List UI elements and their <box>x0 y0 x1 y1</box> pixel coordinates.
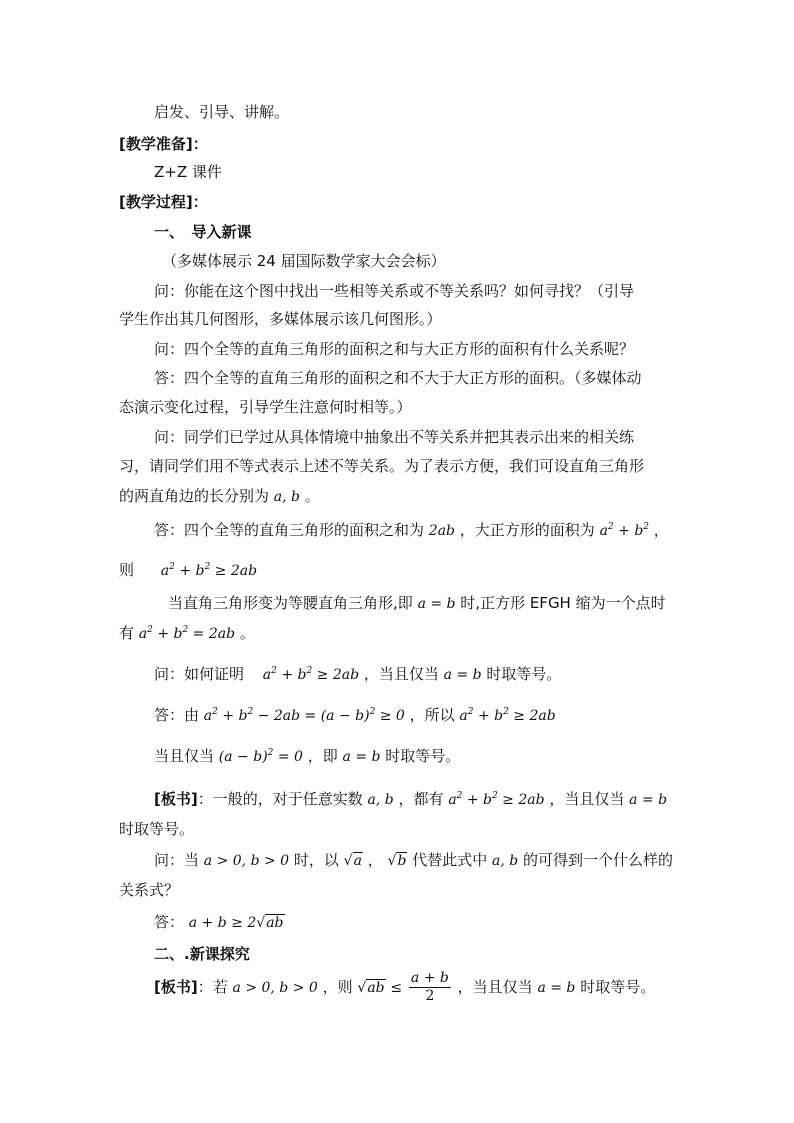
question-3-line-1: 问：同学们已学过从具体情境中抽象出不等关系并把其表示出来的相关练 <box>154 428 635 446</box>
question-1-line-1: 问：你能在这个图中找出一些相等关系或不等关系吗？如何寻找？（引导 <box>154 282 635 300</box>
text: ，则 <box>322 978 353 996</box>
math-a-eq-b: a = b <box>417 596 456 612</box>
sqrt-sign: √ <box>357 980 367 996</box>
text: ，大正方形的面积为 <box>459 521 595 539</box>
question-2: 问：四个全等的直角三角形的面积之和与大正方形的面积有什么关系呢？ <box>154 340 635 358</box>
math-a-b: a, b <box>273 489 301 505</box>
fraction-mean <box>409 970 451 1005</box>
math-positive: a > 0, b > 0 <box>232 980 318 996</box>
then-inequality <box>119 559 257 582</box>
text: ， <box>653 521 669 539</box>
text: ，当且仅当 <box>549 790 625 808</box>
media-note: （多媒体展示 24 届国际数学家大会会标） <box>162 252 446 270</box>
math-equality: $a^2 + b^2 = 2ab$ <box>138 625 236 642</box>
text: ，都有 <box>398 790 444 808</box>
text: 代替此式中 <box>412 851 488 869</box>
answer-3 <box>154 519 669 542</box>
text: 时取等号。 <box>580 978 656 996</box>
text: 问：如何证明 <box>154 665 245 683</box>
text: 时,正方形 EFGH 缩为一个点时 <box>460 594 666 612</box>
text: ，当且仅当 <box>363 665 439 683</box>
text: ：若 <box>197 978 228 996</box>
math-inequality: $a^2 + b^2 \ge 2ab$ <box>262 666 360 683</box>
text: ， <box>367 851 383 869</box>
math-inequality: $a^2 + b^2 \ge 2ab$ <box>160 562 258 579</box>
section-heading-intro: 一、 导入新课 <box>154 223 252 241</box>
text: ，当且仅当 <box>457 978 533 996</box>
sqrt-sign: √ <box>387 853 397 869</box>
question-5-line-2: 关系式？ <box>119 881 180 899</box>
math-sum: a + b ≥ 2 <box>188 915 257 931</box>
text: 答： <box>154 913 185 931</box>
math-proof: $a^2 + b^2 - 2ab = (a - b)^2 \ge 0$ <box>203 707 405 724</box>
answer-2-line-1: 答：四个全等的直角三角形的面积之和不大于大正方形的面积。（多媒体动 <box>154 369 642 387</box>
preparation-item: Z+Z 课件 <box>154 163 222 181</box>
fraction-numerator: a + b <box>410 970 449 986</box>
text: 有 <box>119 624 135 642</box>
question-3-line-2: 习，请同学们用不等式表示上述不等关系。为了表示方便，我们可设直角三角形 <box>119 457 645 475</box>
sqrt-sign: √ <box>256 915 266 931</box>
board-label: [板书] <box>154 790 198 808</box>
heading-teaching-process: [教学过程]： <box>119 193 208 211</box>
question-4 <box>154 663 561 686</box>
text: 答：四个全等的直角三角形的面积之和为 <box>154 521 425 539</box>
teaching-method: 启发、引导、讲解。 <box>154 103 290 121</box>
math-a-b: a, b <box>492 853 519 869</box>
math-a2-plus-b2: $a^2 + b^2$ <box>599 522 650 539</box>
board-note-2 <box>154 970 655 1005</box>
heading-teaching-preparation: [教学准备]： <box>119 135 208 153</box>
board-note-1-line-1 <box>154 788 667 811</box>
sqrt-sign: √ <box>343 853 353 869</box>
math-inequality: $a^2 + b^2 \ge 2ab$ <box>448 791 545 808</box>
text: 问：当 <box>154 851 200 869</box>
math-a-eq-b: a = b <box>629 792 668 808</box>
question-1-line-2: 学生作出其几何图形，多媒体展示该几何图形。） <box>119 310 442 328</box>
section-heading-new-lesson: 二、.新课探究 <box>154 945 250 963</box>
text: 当直角三角形变为等腰直角三角形,即 <box>168 594 413 612</box>
isosceles-line-1 <box>168 592 666 615</box>
math-a-eq-b: a = b <box>443 667 482 683</box>
sqrt-a: a <box>353 853 362 869</box>
math-a-b: a, b <box>367 792 394 808</box>
question-5-line-1 <box>154 849 673 872</box>
text: 时，以 <box>293 851 339 869</box>
board-label: [板书] <box>154 978 198 996</box>
math-2ab: 2ab <box>428 523 456 539</box>
sqrt-ab: ab <box>266 915 284 931</box>
text: 。 <box>304 487 320 505</box>
sqrt-b: b <box>397 853 407 869</box>
then-label: 则 <box>119 561 135 579</box>
answer-2-line-2: 态演示变化过程，引导学生注意何时相等。） <box>119 398 412 416</box>
fraction-denominator: 2 <box>425 988 435 1004</box>
text: ：一般的，对于任意实数 <box>197 790 363 808</box>
sqrt-ab: ab <box>367 980 385 996</box>
equality-condition <box>154 745 460 768</box>
answer-4 <box>154 704 556 727</box>
text: ，即 <box>307 747 338 765</box>
math-a-eq-b: a = b <box>537 980 576 996</box>
board-note-1-line-2: 时取等号。 <box>119 820 195 838</box>
isosceles-line-2 <box>119 622 255 645</box>
text: ，所以 <box>409 706 455 724</box>
text: 的两直角边的长分别为 <box>119 487 270 505</box>
text: 。 <box>239 624 255 642</box>
question-3-line-3 <box>119 485 320 508</box>
math-square-zero: $(a - b)^2 = 0$ <box>218 748 303 765</box>
text: 当且仅当 <box>154 747 215 765</box>
answer-5 <box>154 911 285 934</box>
text: 的可得到一个什么样的 <box>523 851 674 869</box>
math-a-eq-b: a = b <box>342 749 381 765</box>
le-sign: ≤ <box>390 980 403 996</box>
math-positive: a > 0, b > 0 <box>203 853 290 869</box>
text: 答：由 <box>154 706 200 724</box>
text: 时取等号。 <box>385 747 461 765</box>
text: 时取等号。 <box>486 665 562 683</box>
math-inequality: $a^2 + b^2 \ge 2ab$ <box>459 707 556 724</box>
